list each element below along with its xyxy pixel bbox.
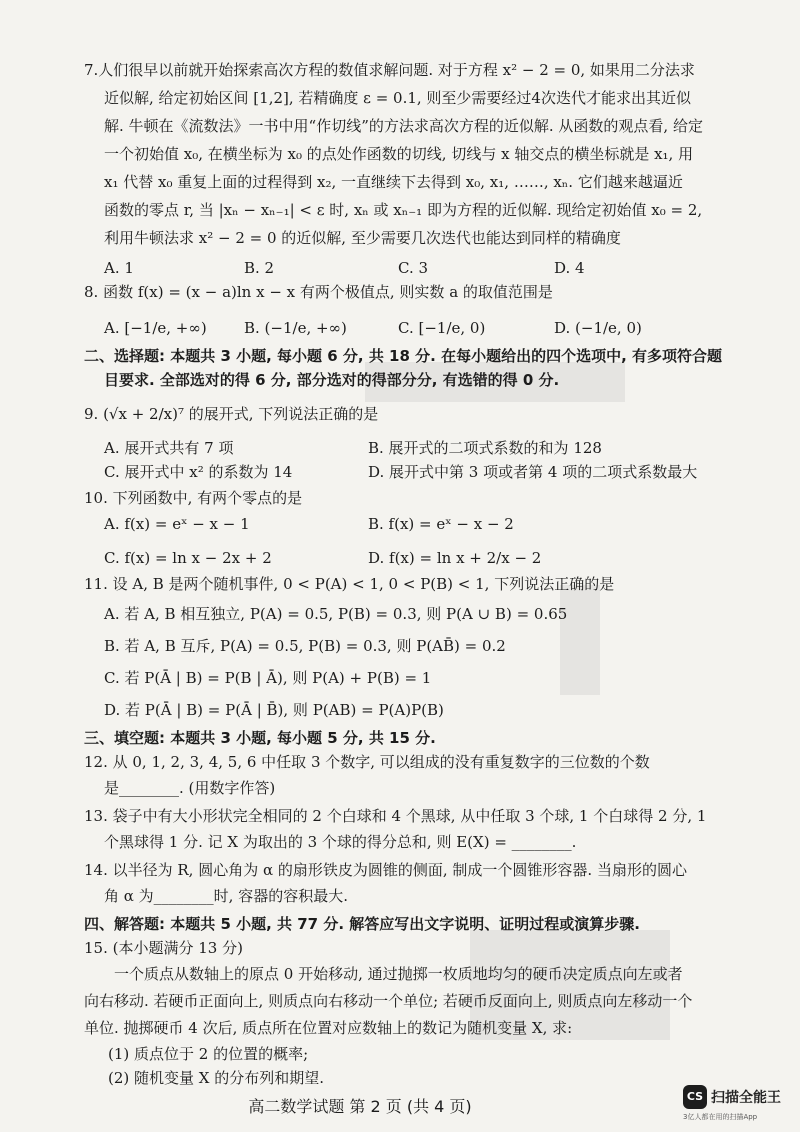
q7-option-c: C. 3 — [398, 259, 429, 277]
q9-option-b: B. 展开式的二项式系数的和为 128 — [368, 439, 602, 457]
q7-option-a: A. 1 — [104, 259, 134, 277]
q15-line-3: 单位. 抛掷硬币 4 次后, 质点所在位置对应数轴上的数记为随机变量 X, 求: — [84, 1019, 573, 1037]
q7-line-1: 7.人们很早以前就开始探索高次方程的数值求解问题. 对于方程 x² − 2 = 0, 如果用二分法求 — [84, 61, 695, 79]
page-footer: 高二数学试题 第 2 页 (共 4 页) — [248, 1097, 472, 1116]
q9-option-c: C. 展开式中 x² 的系数为 14 — [104, 463, 293, 481]
q7-line-4: 一个初始值 x₀, 在横坐标为 x₀ 的点处作函数的切线, 切线与 x 轴交点的横坐标就是 x₁, 用 — [104, 145, 694, 163]
q12-line-2: 是________. (用数字作答) — [104, 779, 276, 797]
q7-option-b: B. 2 — [244, 259, 275, 277]
q7-line-2: 近似解, 给定初始区间 [1,2], 若精确度 ε = 0.1, 则至少需要经过4次迭代才能求出其近似 — [104, 89, 691, 107]
q9-option-d: D. 展开式中第 3 项或者第 4 项的二项式系数最大 — [368, 463, 698, 481]
q11-stem: 11. 设 A, B 是两个随机事件, 0 < P(A) < 1, 0 < P(B) < 1, 下列说法正确的是 — [84, 575, 615, 593]
q7-line-6: 函数的零点 r, 当 |xₙ − xₙ₋₁| < ε 时, xₙ 或 xₙ₋₁ 即为方程的近似解. 现给定初始值 x₀ = 2, — [104, 201, 703, 219]
q9-stem: 9. (√x + 2/x)⁷ 的展开式, 下列说法正确的是 — [84, 405, 379, 423]
q8-option-b: B. (−1/e, +∞) — [244, 319, 347, 337]
q15-part-2: (2) 随机变量 X 的分布列和期望. — [108, 1069, 324, 1087]
q15-header: 15. (本小题满分 13 分) — [84, 939, 243, 957]
q15-line-1: 一个质点从数轴上的原点 0 开始移动, 通过抛掷一枚质地均匀的硬币决定质点向左或者 — [114, 965, 683, 983]
q8-stem: 8. 函数 f(x) = (x − a)ln x − x 有两个极值点, 则实数 a 的取值范围是 — [84, 283, 553, 301]
q10-option-a: A. f(x) = eˣ − x − 1 — [104, 515, 250, 533]
scanner-logo-icon: CS — [683, 1085, 707, 1109]
q15-line-2: 向右移动. 若硬币正面向上, 则质点向右移动一个单位; 若硬币反面向上, 则质点向左移动一个 — [84, 992, 693, 1010]
q11-option-d: D. 若 P(Ā | B) = P(Ā | B̄), 则 P(AB) = P(A)P(B) — [104, 701, 444, 719]
q11-option-c: C. 若 P(Ā | B) = P(B | Ā), 则 P(A) + P(B) = 1 — [104, 669, 432, 687]
q10-option-c: C. f(x) = ln x − 2x + 2 — [104, 549, 272, 567]
q9-option-a: A. 展开式共有 7 项 — [104, 439, 234, 457]
q12-line-1: 12. 从 0, 1, 2, 3, 4, 5, 6 中任取 3 个数字, 可以组成的没有重复数字的三位数的个数 — [84, 753, 650, 771]
q7-line-7: 利用牛顿法求 x² − 2 = 0 的近似解, 至少需要几次迭代也能达到同样的精确度 — [104, 229, 621, 247]
q13-line-1: 13. 袋子中有大小形状完全相同的 2 个白球和 4 个黑球, 从中任取 3 个球, 1 个白球得 2 分, 1 — [84, 807, 707, 825]
q8-option-d: D. (−1/e, 0) — [554, 319, 642, 337]
q11-option-a: A. 若 A, B 相互独立, P(A) = 0.5, P(B) = 0.3, 则 P(A ∪ B) = 0.65 — [104, 605, 568, 623]
scanner-watermark — [683, 1085, 795, 1125]
q14-line-1: 14. 以半径为 R, 圆心角为 α 的扇形铁皮为圆锥的侧面, 制成一个圆锥形容器. 当扇形的圆心 — [84, 861, 687, 879]
section-2-header-line-2: 目要求. 全部选对的得 6 分, 部分选对的得部分分, 有选错的得 0 分. — [104, 371, 560, 389]
q11-option-b: B. 若 A, B 互斥, P(A) = 0.5, P(B) = 0.3, 则 P(AB̄) = 0.2 — [104, 637, 506, 655]
q15-part-1: (1) 质点位于 2 的位置的概率; — [108, 1045, 309, 1063]
q13-line-2: 个黑球得 1 分. 记 X 为取出的 3 个球的得分总和, 则 E(X) = ________. — [104, 833, 577, 851]
q8-option-c: C. [−1/e, 0) — [398, 319, 486, 337]
q10-stem: 10. 下列函数中, 有两个零点的是 — [84, 489, 303, 507]
section-3-header: 三、填空题: 本题共 3 小题, 每小题 5 分, 共 15 分. — [84, 729, 436, 747]
q14-line-2: 角 α 为________时, 容器的容积最大. — [104, 887, 348, 905]
scanner-app-name: 扫描全能王 — [711, 1090, 781, 1106]
scanner-tagline: 3亿人都在用的扫描App — [683, 1113, 758, 1121]
q8-option-a: A. [−1/e, +∞) — [104, 319, 207, 337]
q10-option-d: D. f(x) = ln x + 2/x − 2 — [368, 549, 542, 567]
q10-option-b: B. f(x) = eˣ − x − 2 — [368, 515, 514, 533]
q7-option-d: D. 4 — [554, 259, 585, 277]
bleed-through-mark — [560, 585, 600, 695]
section-2-header-line-1: 二、选择题: 本题共 3 小题, 每小题 6 分, 共 18 分. 在每小题给出的四个选项中, 有多项符合题 — [84, 347, 722, 365]
q7-line-5: x₁ 代替 x₀ 重复上面的过程得到 x₂, 一直继续下去得到 x₀, x₁, ……, xₙ. 它们越来越逼近 — [104, 173, 683, 191]
section-4-header: 四、解答题: 本题共 5 小题, 共 77 分. 解答应写出文字说明、证明过程或演算步骤. — [84, 915, 640, 933]
q7-line-3: 解. 牛顿在《流数法》一书中用“作切线”的方法求高次方程的近似解. 从函数的观点看, 给定 — [104, 117, 703, 135]
